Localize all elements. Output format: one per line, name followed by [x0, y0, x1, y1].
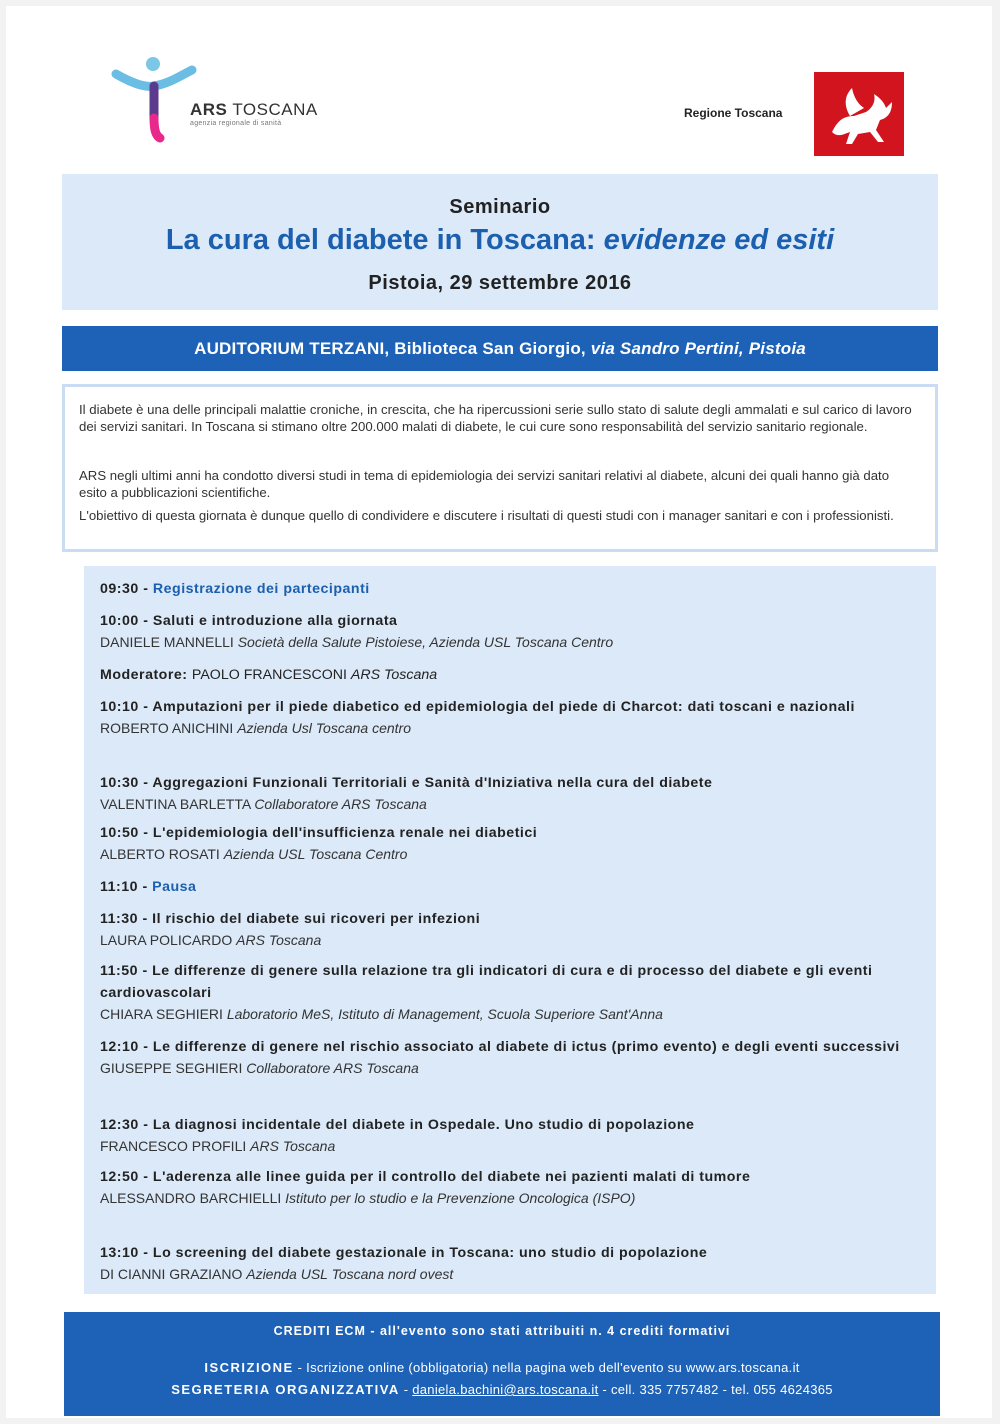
program-item — [100, 610, 900, 652]
program-speaker: ALBERTO ROSATI — [100, 846, 224, 862]
program-title: Saluti e introduzione alla giornata — [152, 613, 398, 629]
program-speaker: CHIARA SEGHIERI — [100, 1006, 227, 1022]
program-time: 12:30 - — [100, 1117, 153, 1133]
program-speaker-line — [100, 1188, 900, 1208]
ars-logo-name: ARS TOSCANA — [190, 100, 318, 119]
program-speaker-line — [100, 1004, 900, 1024]
program-speaker: ALESSANDRO BARCHIELLI — [100, 1190, 286, 1206]
event-kicker: Seminario — [449, 196, 551, 218]
program-item — [100, 960, 900, 1024]
regione-toscana-logo — [684, 72, 904, 156]
program-title: L'aderenza alle linee guida per il controllo del diabete nei pazienti malati di tumore — [152, 1169, 751, 1185]
program-item-heading — [100, 960, 900, 1004]
program-speaker-line — [100, 930, 900, 950]
ars-logo-mark-icon — [110, 56, 200, 146]
program-time: 11:30 - — [100, 911, 153, 927]
footer-ecm: CREDITI ECM - all'evento sono stati attribuiti n. 4 crediti formativi — [273, 1324, 731, 1338]
program-title: Lo screening del diabete gestazionale in Toscana: uno studio di popolazione — [152, 1245, 708, 1261]
program-speaker: DANIELE MANNELLI — [100, 634, 238, 650]
program-title: La diagnosi incidentale del diabete in Ospedale. Uno studio di popolazione — [152, 1117, 695, 1133]
program-title: Le differenze di genere nel rischio associato al diabete di ictus (primo evento) e degli eventi successivi — [152, 1039, 900, 1055]
program-affiliation: Azienda USL Toscana nord ovest — [246, 1266, 454, 1282]
program-time: 12:50 - — [100, 1169, 153, 1185]
program-title: Pausa — [152, 879, 197, 895]
program-item — [100, 908, 900, 950]
program-time: 10:30 - — [100, 775, 153, 791]
program-title: Il rischio del diabete sui ricoveri per infezioni — [152, 911, 481, 927]
intro-box — [62, 384, 938, 552]
intro-paragraph-2: ARS negli ultimi anni ha condotto diversi studi in tema di epidemiologia dei servizi sanitari relativi al diabete, alcuni dei quali hanno già dato esito a pubblicazioni scientifiche. — [79, 468, 890, 500]
program-affiliation: Azienda Usl Toscana centro — [237, 720, 411, 736]
program-item — [100, 696, 900, 738]
program-time: 13:10 - — [100, 1245, 153, 1261]
program-speaker-line — [100, 632, 900, 652]
program-speaker: ROBERTO ANICHINI — [100, 720, 238, 736]
program-box — [84, 566, 936, 1294]
contact-email-link[interactable]: daniela.bachini@ars.toscana.it — [412, 1382, 599, 1397]
program-speaker: VALENTINA BARLETTA — [100, 796, 255, 812]
program-item-heading — [100, 1166, 900, 1188]
program-affiliation: Società della Salute Pistoiese, Azienda USL Toscana Centro — [237, 634, 614, 650]
program-speaker-line — [100, 1136, 900, 1156]
venue-bar: AUDITORIUM TERZANI, Biblioteca San Giorgio, via Sandro Pertini, Pistoia — [62, 326, 938, 371]
program-time: 10:50 - — [100, 825, 153, 841]
regione-label: Regione Toscana — [684, 106, 783, 120]
program-time: 11:10 - — [100, 879, 153, 895]
program-item — [100, 578, 900, 600]
program-item-heading — [100, 1242, 900, 1264]
program-speaker-line — [100, 844, 900, 864]
footer-segreteria: SEGRETERIA ORGANIZZATIVA - daniela.bachini@ars.toscana.it - cell. 335 7757482 - tel. 055 4624365 — [171, 1382, 833, 1397]
program-item-heading — [100, 876, 900, 898]
program-affiliation: ARS Toscana — [236, 932, 322, 948]
program-speaker: DI CIANNI GRAZIANO — [100, 1266, 247, 1282]
program-title: Registrazione dei partecipanti — [152, 581, 370, 597]
program-item-heading — [100, 610, 900, 632]
program-affiliation: Laboratorio MeS, Istituto di Management, Scuola Superiore Sant'Anna — [226, 1006, 663, 1022]
title-box — [62, 174, 938, 310]
program-affiliation: ARS Toscana — [250, 1138, 336, 1154]
program-item-heading — [100, 772, 900, 794]
program-title: Le differenze di genere sulla relazione tra gli indicatori di cura e di processo del diabete e gli eventi cardiovascolari — [100, 963, 873, 1001]
pegasus-icon — [814, 72, 904, 156]
program-time: Moderatore: — [100, 667, 192, 683]
event-date: Pistoia, 29 settembre 2016 — [368, 272, 632, 294]
program-speaker-line — [100, 718, 900, 738]
program-speaker-line — [100, 1264, 900, 1284]
program-speaker: FRANCESCO PROFILI — [100, 1138, 251, 1154]
program-item-heading — [100, 578, 900, 600]
program-time: 09:30 - — [100, 581, 153, 597]
program-item-heading — [100, 1114, 900, 1136]
program-moderator-name: PAOLO FRANCESCONI — [191, 667, 351, 683]
program-title: L'epidemiologia dell'insufficienza renale nei diabetici — [152, 825, 538, 841]
footer-iscrizione: ISCRIZIONE - Iscrizione online (obbligatoria) nella pagina web dell'evento su www.ars.toscana.it — [204, 1360, 800, 1375]
program-affiliation: Collaboratore ARS Toscana — [254, 796, 427, 812]
program-item — [100, 1166, 900, 1208]
intro-paragraph-1: Il diabete è una delle principali malattie croniche, in crescita, che ha ripercussioni serie sullo stato di salute degli ammalati e sul carico di lavoro dei servizi sanitari. In Toscana si stimano oltre 200.000 malati di diabete, le cui cure sono responsabilità del servizio sanitario regionale. — [79, 402, 912, 434]
program-item — [100, 1242, 900, 1284]
program-moderator-affiliation: ARS Toscana — [350, 667, 438, 683]
program-affiliation: Istituto per lo studio e la Prevenzione Oncologica (ISPO) — [285, 1190, 636, 1206]
program-speaker: GIUSEPPE SEGHIERI — [100, 1060, 247, 1076]
program-item-heading — [100, 822, 900, 844]
program-item-heading — [100, 908, 900, 930]
program-item-heading — [100, 696, 900, 718]
program-speaker-line — [100, 1058, 900, 1078]
program-time: 10:00 - — [100, 613, 153, 629]
program-item — [100, 664, 900, 686]
program-item — [100, 772, 900, 814]
program-time: 11:50 - — [100, 963, 153, 979]
program-affiliation: Collaboratore ARS Toscana — [246, 1060, 419, 1076]
program-item — [100, 1036, 900, 1078]
event-title: La cura del diabete in Toscana: evidenze ed esiti — [165, 224, 835, 256]
program-affiliation: Azienda USL Toscana Centro — [223, 846, 408, 862]
program-item-heading — [100, 664, 900, 686]
ars-toscana-logo — [110, 56, 330, 146]
program-item-heading — [100, 1036, 900, 1058]
intro-paragraph-3: L'obiettivo di questa giornata è dunque quello di condividere e discutere i risultati di questi studi con i manager sanitari e con i professionisti. — [79, 508, 894, 523]
program-speaker-line — [100, 794, 900, 814]
document-page — [6, 6, 992, 1418]
program-item — [100, 1114, 900, 1156]
program-time: 12:10 - — [100, 1039, 153, 1055]
program-speaker: LAURA POLICARDO — [100, 932, 237, 948]
regione-flag — [814, 72, 904, 156]
program-item — [100, 876, 900, 898]
footer-bar — [64, 1312, 940, 1416]
ars-logo-subtitle: agenzia regionale di sanità — [190, 120, 282, 127]
program-time: 10:10 - — [100, 699, 153, 715]
program-title: Amputazioni per il piede diabetico ed epidemiologia del piede di Charcot: dati toscani e nazionali — [152, 699, 855, 715]
program-item — [100, 822, 900, 864]
program-title: Aggregazioni Funzionali Territoriali e Sanità d'Iniziativa nella cura del diabete — [152, 775, 713, 791]
